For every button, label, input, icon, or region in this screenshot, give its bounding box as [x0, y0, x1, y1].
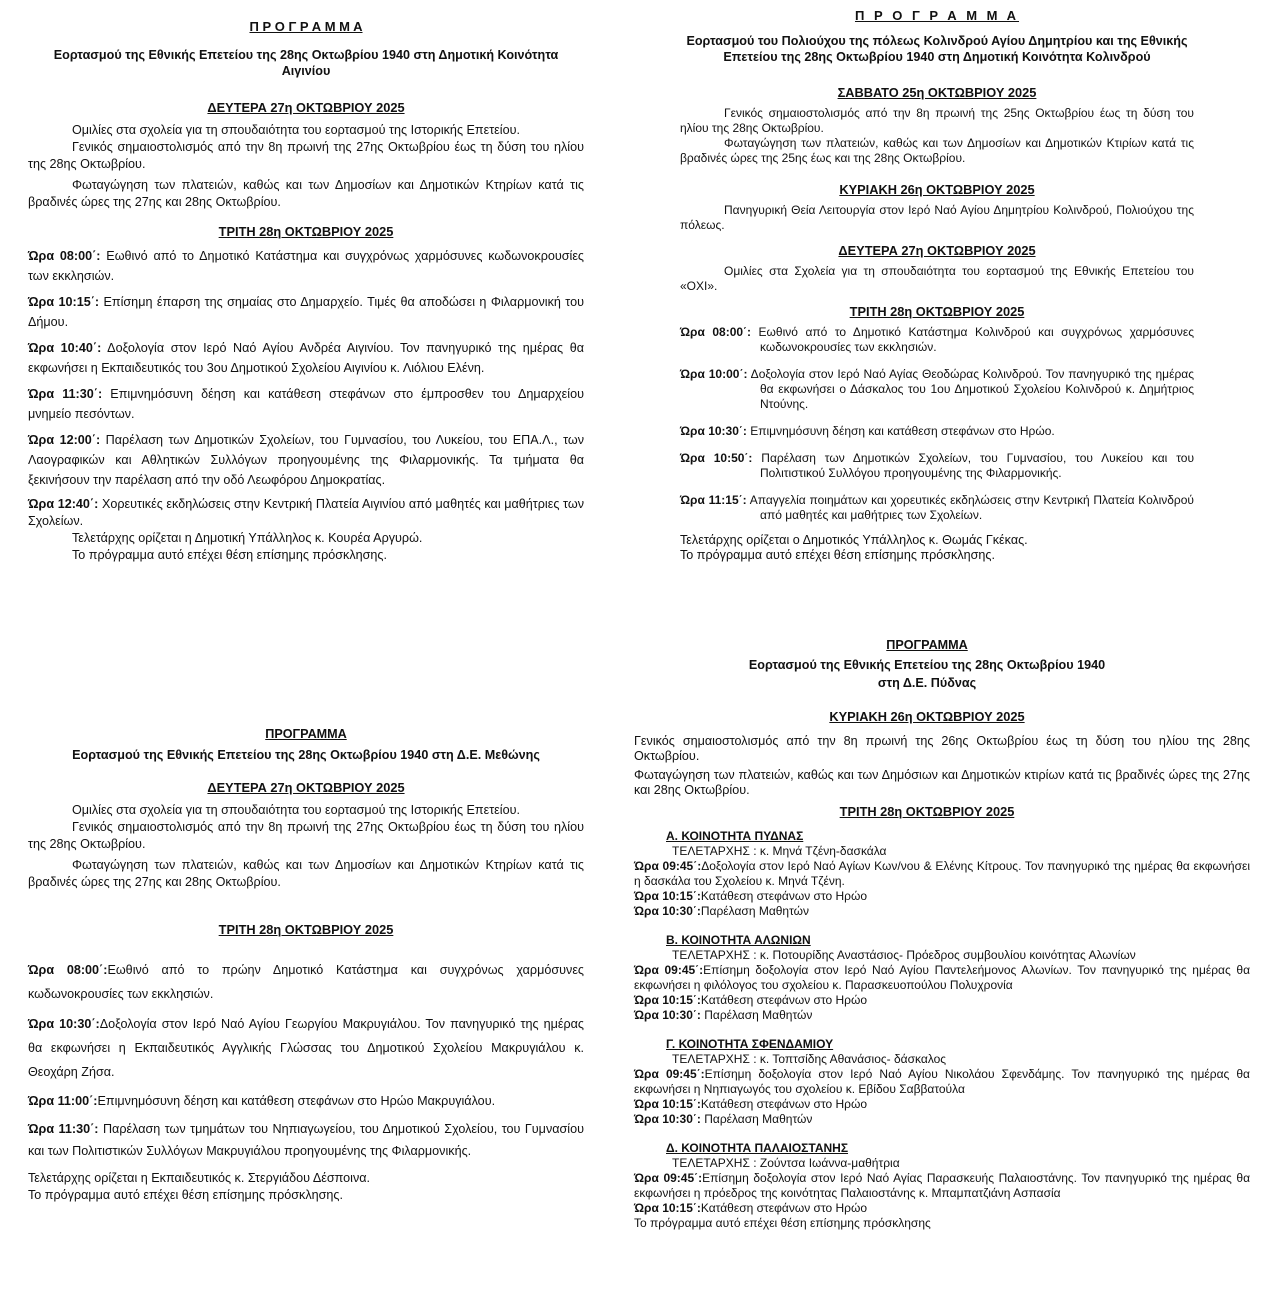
schedule-entry: Ώρα 09:45΄:Δοξολογία στον Ιερό Ναό Αγίων Κων/νου & Ελένης Κίτρους. Τον πανηγυρικό της ημέρας θα εκφωνήσει η δασκάλα του Σχολείου κ. Μηνά Τζένη.: [634, 859, 1250, 888]
schedule-entry: Ώρα 08:00΄:Εωθινό από το πρώην Δημοτικό Κατάστημα και συγχρόνως χαρμόσυνες κωδωνοκρουσίες των εκκλησιών.: [28, 963, 584, 1001]
paragraph: Φωταγώγηση των πλατειών, καθώς και των Δημόσιων και Δημοτικών κτιρίων κατά τις βραδινές ώρες της 27ης και 28ης Οκτωβρίου.: [634, 768, 1250, 797]
closing-note: Το πρόγραμμα αυτό επέχει θέση επίσημης πρόσκλησης: [634, 1216, 931, 1230]
schedule-entry: Ώρα 10:30΄: Παρέλαση Μαθητών: [634, 1008, 813, 1022]
schedule-entry: Ώρα 12:40΄: Χορευτικές εκδηλώσεις στην Κεντρική Πλατεία Αιγινίου από μαθητές και μαθήτριες των Σχολείων.: [28, 497, 584, 528]
schedule-entry: Ώρα 10:30΄: Επιμνημόσυνη δέηση και κατάθεση στεφάνων στο Ηρώο.: [680, 424, 1055, 438]
day-heading: ΔΕΥΤΕΡΑ 27η ΟΚΤΩΒΡΙΟΥ 2025: [838, 243, 1036, 258]
schedule-entry: Ώρα 10:30΄:Δοξολογία στον Ιερό Ναό Αγίου Γεωργίου Μακρυγιάλου. Τον πανηγυρικό της ημέρας θα εκφωνήσει η Εκπαιδευτικός Αγγλικής Γλώσσας του Δημοτικού Σχολείου Μακρυγιάλου κ. Θεοχάρη Ζήσα.: [28, 1017, 584, 1079]
program-kolindros: [680, 8, 1194, 563]
program-title: ΠΡΟΓΡΑΜΜΑ: [265, 727, 347, 741]
closing-note: Το πρόγραμμα αυτό επέχει θέση επίσημης πρόσκλησης.: [28, 1188, 343, 1202]
program-aiginio: [28, 18, 584, 564]
day-heading: ΣΑΒΒΑΤΟ 25η ΟΚΤΩΒΡΙΟΥ 2025: [837, 85, 1037, 100]
paragraph: Γενικός σημαιοστολισμός από την 8η πρωινή της 25ης Οκτωβρίου έως τη δύση του ηλίου της 28ης Οκτωβρίου.: [680, 106, 1194, 135]
schedule-entry: Ώρα 10:00΄: Δοξολογία στον Ιερό Ναό Αγίας Θεοδώρας Κολινδρού. Τον πανηγυρικό της ημέρας θα εκφωνήσει ο Δάσκαλος του 1ου Δημοτικού Σχολείου Κολινδρού κ. Δημήτριος Ντούνης.: [680, 367, 1194, 411]
schedule-entry: Ώρα 10:30΄: Παρέλαση Μαθητών: [634, 1112, 813, 1126]
schedule-entry: Ώρα 11:15΄: Απαγγελία ποιημάτων και χορευτικές εκδηλώσεις στην Κεντρική Πλατεία Κολινδρού από μαθητές και μαθήτριες των Σχολείων.: [680, 493, 1194, 522]
ceremony-master: ΤΕΛΕΤΑΡΧΗΣ : κ. Ποτουρίδης Αναστάσιος- Πρόεδρος συμβουλίου κοινότητας Αλωνίων: [672, 948, 1136, 962]
schedule-list: [28, 958, 584, 1162]
ceremony-master: ΤΕΛΕΤΑΡΧΗΣ : κ. Μηνά Τζένη-δασκάλα: [672, 844, 887, 858]
ceremony-master: Τελετάρχης ορίζεται η Εκπαιδευτικός κ. Στεργιάδου Δέσποινα.: [28, 1171, 371, 1185]
program-title: ΠΡΟΓΡΑΜΜΑ: [886, 638, 968, 652]
day-heading: ΤΡΙΤΗ 28η ΟΚΤΩΒΡΙΟΥ 2025: [849, 304, 1025, 319]
paragraph: Γενικός σημαιοστολισμός από την 8η πρωινή της 27ης Οκτωβρίου έως τη δύση του ηλίου της 28ης Οκτωβρίου.: [28, 140, 584, 171]
schedule-entry: Ώρα 10:15΄:Κατάθεση στεφάνων στο Ηρώο: [634, 1097, 868, 1111]
program-subtitle: Εορτασμού της Εθνικής Επετείου της 28ης Οκτωβρίου 1940: [748, 658, 1106, 672]
schedule-entry: Ώρα 09:45΄:Επίσημη δοξολογία στον Ιερό Ναό Αγίας Παρασκευής Παλαιοστάνης. Τον πανηγυρικό της ημέρας θα εκφωνήσει η πρόεδρος της κοινότητας Παλαιοστάνης κ. Μπαμπατζιάνη Ασπασία: [634, 1171, 1251, 1200]
paragraph: Ομιλίες στα σχολεία για τη σπουδαιότητα του εορτασμού της Ιστορικής Επετείου.: [72, 803, 520, 817]
day-heading: ΚΥΡΙΑΚΗ 26η ΟΚΤΩΒΡΙΟΥ 2025: [829, 709, 1025, 724]
closing-note: Το πρόγραμμα αυτό επέχει θέση επίσημης πρόσκλησης.: [680, 548, 995, 562]
schedule-entry: Ώρα 11:30΄: Επιμνημόσυνη δέηση και κατάθεση στεφάνων στο έμπροσθεν του Δημαρχείου μνημείο πεσόντων.: [28, 387, 584, 421]
schedule-entry: Ώρα 11:30΄: Παρέλαση των τμημάτων του Νηπιαγωγείου, του Δημοτικού Σχολείου, του Γυμνασίου και των Πολιτιστικών Συλλόγων Μακρυγιάλου προηγουμένης της Φιλαρμονικής.: [28, 1122, 584, 1158]
schedule-entry: Ώρα 09:45΄:Επίσημη δοξολογία στον Ιερό Ναό Αγίου Παντελεήμονος Αλωνίων. Τον πανηγυρικό της ημέρας θα εκφωνήσει η φιλόλογος του σχολείου κ. Παρασκευοπούλου Πολυχρονία: [634, 963, 1251, 992]
schedule-entry: Ώρα 10:15΄:Κατάθεση στεφάνων στο Ηρώο: [634, 1201, 868, 1215]
paragraph: Γενικός σημαιοστολισμός από την 8η πρωινή της 26ης Οκτωβρίου έως τη δύση του ηλίου της 28ης Οκτωβρίου.: [634, 734, 1250, 763]
schedule-entry: Ώρα 12:00΄: Παρέλαση των Δημοτικών Σχολείων, του Γυμνασίου, του Λυκείου, του ΕΠΑ.Λ., των Λαογραφικών και Αθλητικών Συλλόγων προηγουμένης της Φιλαρμονικής. Τα τμήματα θα ξεκινήσουν την παρέλαση από την οδό Λεωφόρου Δημοκρατίας.: [28, 433, 584, 487]
paragraph: Ομιλίες στα σχολεία για τη σπουδαιότητα του εορτασμού της Ιστορικής Επετείου.: [72, 123, 520, 137]
ceremony-master: Τελετάρχης ορίζεται η Δημοτική Υπάλληλος κ. Κουρέα Αργυρώ.: [72, 531, 423, 545]
program-subtitle: Εορτασμού της Εθνικής Επετείου της 28ης Οκτωβρίου 1940 στη Δημοτική Κοινότητα Αιγινίου: [53, 48, 559, 78]
paragraph: Ομιλίες στα Σχολεία για τη σπουδαιότητα του εορτασμού της Εθνικής Επετείου του «ΟΧΙ».: [680, 264, 1194, 293]
schedule-entry: Ώρα 09:45΄:Επίσημη δοξολογία στον Ιερό Ναό Αγίου Νικολάου Σφενδάμης. Τον πανηγυρικό της ημέρας θα εκφωνήσει η Νηπιαγωγός του σχολείου κ. Εβίδου Σαββατούλα: [634, 1067, 1250, 1096]
schedule-entry: Ώρα 10:15΄:Κατάθεση στεφάνων στο Ηρώο: [634, 993, 868, 1007]
paragraph: Πανηγυρική Θεία Λειτουργία στον Ιερό Ναό Αγίου Δημητρίου Κολινδρού, Πολιούχου της πόλεως.: [680, 203, 1194, 232]
day-heading: ΔΕΥΤΕΡΑ 27η ΟΚΤΩΒΡΙΟΥ 2025: [207, 100, 405, 115]
schedule-entry: Ώρα 08:00΄: Εωθινό από το Δημοτικό Κατάστημα και συγχρόνως χαρμόσυνες κωδωνοκρουσίες των εκκλησιών.: [28, 249, 584, 283]
ceremony-master: Τελετάρχης ορίζεται ο Δημοτικός Υπάλληλος κ. Θωμάς Γκέκας.: [680, 533, 1028, 547]
community-heading: Α. ΚΟΙΝΟΤΗΤΑ ΠΥΔΝΑΣ: [666, 829, 804, 843]
schedule-entry: Ώρα 10:50΄: Παρέλαση των Δημοτικών Σχολείων, του Γυμνασίου, του Λυκείου και του Πολιτιστικού Συλλόγου προηγουμένης της Φιλαρμονικής.: [680, 451, 1195, 480]
program-title: Π Ρ Ο Γ Ρ Α Μ Μ Α: [854, 8, 1020, 23]
ceremony-master: ΤΕΛΕΤΑΡΧΗΣ : Ζούντσα Ιωάννα-μαθήτρια: [672, 1156, 900, 1170]
community-heading: Γ. ΚΟΙΝΟΤΗΤΑ ΣΦΕΝΔΑΜΙΟΥ: [666, 1037, 834, 1051]
paragraph: Φωταγώγηση των πλατειών, καθώς και των Δημοσίων και Δημοτικών Κτηρίων κατά τις βραδινές ώρες της 27ης και 28ης Οκτωβρίου.: [28, 178, 584, 209]
schedule-entry: Ώρα 08:00΄: Εωθινό από το Δημοτικό Κατάστημα Κολινδρού και συγχρόνως χαρμόσυνες κωδωνοκρουσίες των εκκλησιών.: [680, 325, 1194, 354]
day-heading: ΚΥΡΙΑΚΗ 26η ΟΚΤΩΒΡΙΟΥ 2025: [839, 182, 1035, 197]
schedule-list: [28, 246, 584, 530]
schedule-list: [680, 325, 1194, 523]
schedule-entry: Ώρα 10:40΄: Δοξολογία στον Ιερό Ναό Αγίου Ανδρέα Αιγινίου. Τον πανηγυρικό της ημέρας θα εκφωνήσει η Εκπαιδευτικός του 3ου Δημοτικού Σχολείου Αιγινίου κ. Λιόλιου Ελένη.: [28, 341, 585, 375]
community-heading: Β. ΚΟΙΝΟΤΗΤΑ ΑΛΩΝΙΩΝ: [666, 933, 811, 947]
closing-note: Το πρόγραμμα αυτό επέχει θέση επίσημης πρόσκλησης.: [72, 548, 387, 562]
day-heading: ΤΡΙΤΗ 28η ΟΚΤΩΒΡΙΟΥ 2025: [218, 224, 394, 239]
program-subtitle: Εορτασμού του Πολιούχου της πόλεως Κολινδρού Αγίου Δημητρίου και της Εθνικής Επετείου της 28ης Οκτωβρίου 1940 στη Δημοτική Κοινότητα Κολινδρού: [686, 34, 1188, 64]
program-pydna: [634, 638, 1250, 1231]
schedule-entry: Ώρα 10:15΄:Κατάθεση στεφάνων στο Ηρώο: [634, 889, 868, 903]
paragraph: Φωταγώγηση των πλατειών, καθώς και των Δημοσίων και Δημοτικών Κτιρίων κατά τις βραδινές ώρες της 25ης έως και της 28ης Οκτωβρίου.: [680, 136, 1194, 165]
paragraph: Φωταγώγηση των πλατειών, καθώς και των Δημοσίων και Δημοτικών Κτηρίων κατά τις βραδινές ώρες της 27ης και 28ης Οκτωβρίου.: [28, 858, 584, 889]
program-subtitle: Εορτασμού της Εθνικής Επετείου της 28ης Οκτωβρίου 1940 στη Δ.Ε. Μεθώνης: [72, 748, 540, 762]
schedule-entry: Ώρα 11:00΄:Επιμνημόσυνη δέηση και κατάθεση στεφάνων στο Ηρώο Μακρυγιάλου.: [28, 1094, 496, 1108]
paragraph: Γενικός σημαιοστολισμός από την 8η πρωινή της 27ης Οκτωβρίου έως τη δύση του ηλίου της 28ης Οκτωβρίου.: [28, 820, 584, 851]
program-methoni: [28, 726, 584, 1204]
community-section: [634, 829, 1250, 1216]
schedule-entry: Ώρα 10:30΄:Παρέλαση Μαθητών: [634, 904, 810, 918]
schedule-entry: Ώρα 10:15΄: Επίσημη έπαρση της σημαίας στο Δημαρχείο. Τιμές θα αποδώσει η Φιλαρμονική του Δήμου.: [28, 295, 584, 329]
community-heading: Δ. ΚΟΙΝΟΤΗΤΑ ΠΑΛΑΙΟΣΤΑΝΗΣ: [666, 1141, 849, 1155]
day-heading: ΤΡΙΤΗ 28η ΟΚΤΩΒΡΙΟΥ 2025: [839, 804, 1015, 819]
program-subtitle-place: στη Δ.Ε. Πύδνας: [877, 676, 977, 690]
program-title: Π Ρ Ο Γ Ρ Α Μ Μ Α: [249, 19, 363, 34]
day-heading: ΤΡΙΤΗ 28η ΟΚΤΩΒΡΙΟΥ 2025: [218, 922, 394, 937]
ceremony-master: ΤΕΛΕΤΑΡΧΗΣ : κ. Τοπτσίδης Αθανάσιος- δάσκαλος: [672, 1052, 947, 1066]
day-heading: ΔΕΥΤΕΡΑ 27η ΟΚΤΩΒΡΙΟΥ 2025: [207, 780, 405, 795]
